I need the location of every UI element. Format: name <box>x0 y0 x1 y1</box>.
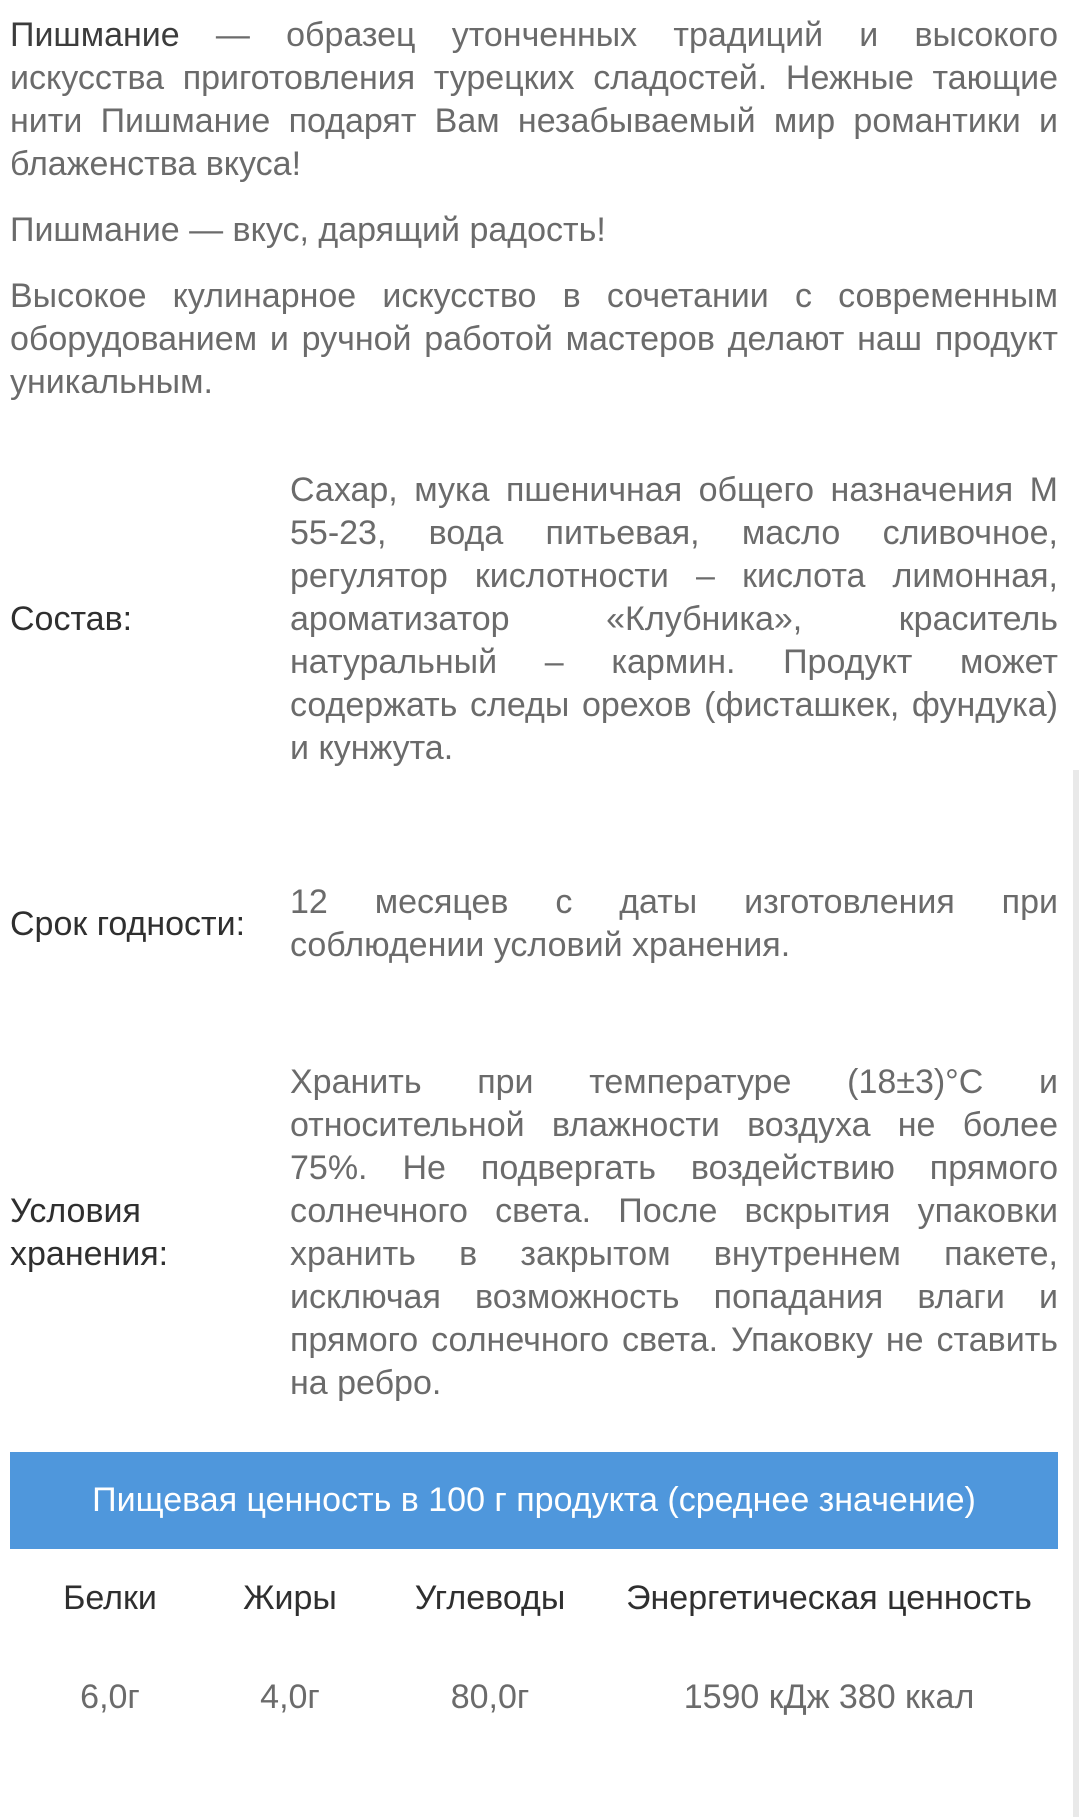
spec-label-composition: Состав: <box>10 599 133 638</box>
nutrition-value-fat: 4,0г <box>260 1678 320 1716</box>
brand-name: Пишмание <box>10 16 180 54</box>
nutrition-value-energy: 1590 кДж 380 ккал <box>683 1678 975 1716</box>
spec-value-shelf-life: 12 месяцев с даты изготовления при соблюдении условий хранения. <box>290 883 1058 964</box>
spec-label-shelf-life: Срок годности: <box>10 904 246 943</box>
nutrition-title: Пищевая ценность в 100 г продукта (среднее значение) <box>10 1452 1058 1549</box>
nutrition-header-carbs: Углеводы <box>414 1579 566 1617</box>
spec-row-composition <box>10 468 1058 770</box>
intro-paragraph-2: Пишмание — вкус, дарящий радость! <box>10 211 606 249</box>
spec-label-storage-line1: Условия <box>10 1192 141 1230</box>
intro-paragraph-1 <box>10 14 1058 186</box>
spec-row-storage <box>10 1060 1058 1406</box>
spec-label-storage-line2: хранения: <box>10 1235 169 1273</box>
spec-label-storage <box>10 1190 290 1276</box>
scrollbar[interactable] <box>1073 770 1079 1817</box>
spec-value-storage: Хранить при температуре (18±3)°С и относительной влажности воздуха не более 75%. Не подвергать воздействию прямого солнечного света. После вскрытия упаковки хранить в закрытом внутреннем пакете, исключая возможность попадания влаги и прямого солнечного света. Упаковку не ставить на ребро. <box>290 1063 1058 1402</box>
nutrition-value-protein: 6,0г <box>80 1678 140 1716</box>
spec-row-shelf-life <box>10 876 1058 972</box>
nutrition-value-carbs: 80,0г <box>450 1678 530 1716</box>
intro-paragraph-3: Высокое кулинарное искусство в сочетании с современным оборудованием и ручной работой мастеров делают наш продукт уникальным. <box>10 277 1058 401</box>
nutrition-values-row <box>10 1667 1058 1727</box>
spec-value-composition: Сахар, мука пшеничная общего назначения М 55-23, вода питьевая, масло сливочное, регулятор кислотности – кислота лимонная, ароматизатор «Клубника», краситель натуральный – кармин. Продукт может содержать следы орехов (фисташкек, фундука) и кунжута. <box>290 470 1058 767</box>
nutrition-header-fat: Жиры <box>243 1579 337 1617</box>
intro-paragraph-1-text: — образец утонченных традиций и высокого искусства приготовления турецких сладостей. Нежные тающие нити Пишмание подарят Вам незабываемый мир романтики и блаженства вкуса! <box>10 16 1058 183</box>
nutrition-header-row <box>10 1568 1058 1628</box>
nutrition-header-protein: Белки <box>63 1579 157 1617</box>
nutrition-header-energy: Энергетическая ценность <box>626 1579 1032 1617</box>
intro-text <box>10 0 1058 404</box>
